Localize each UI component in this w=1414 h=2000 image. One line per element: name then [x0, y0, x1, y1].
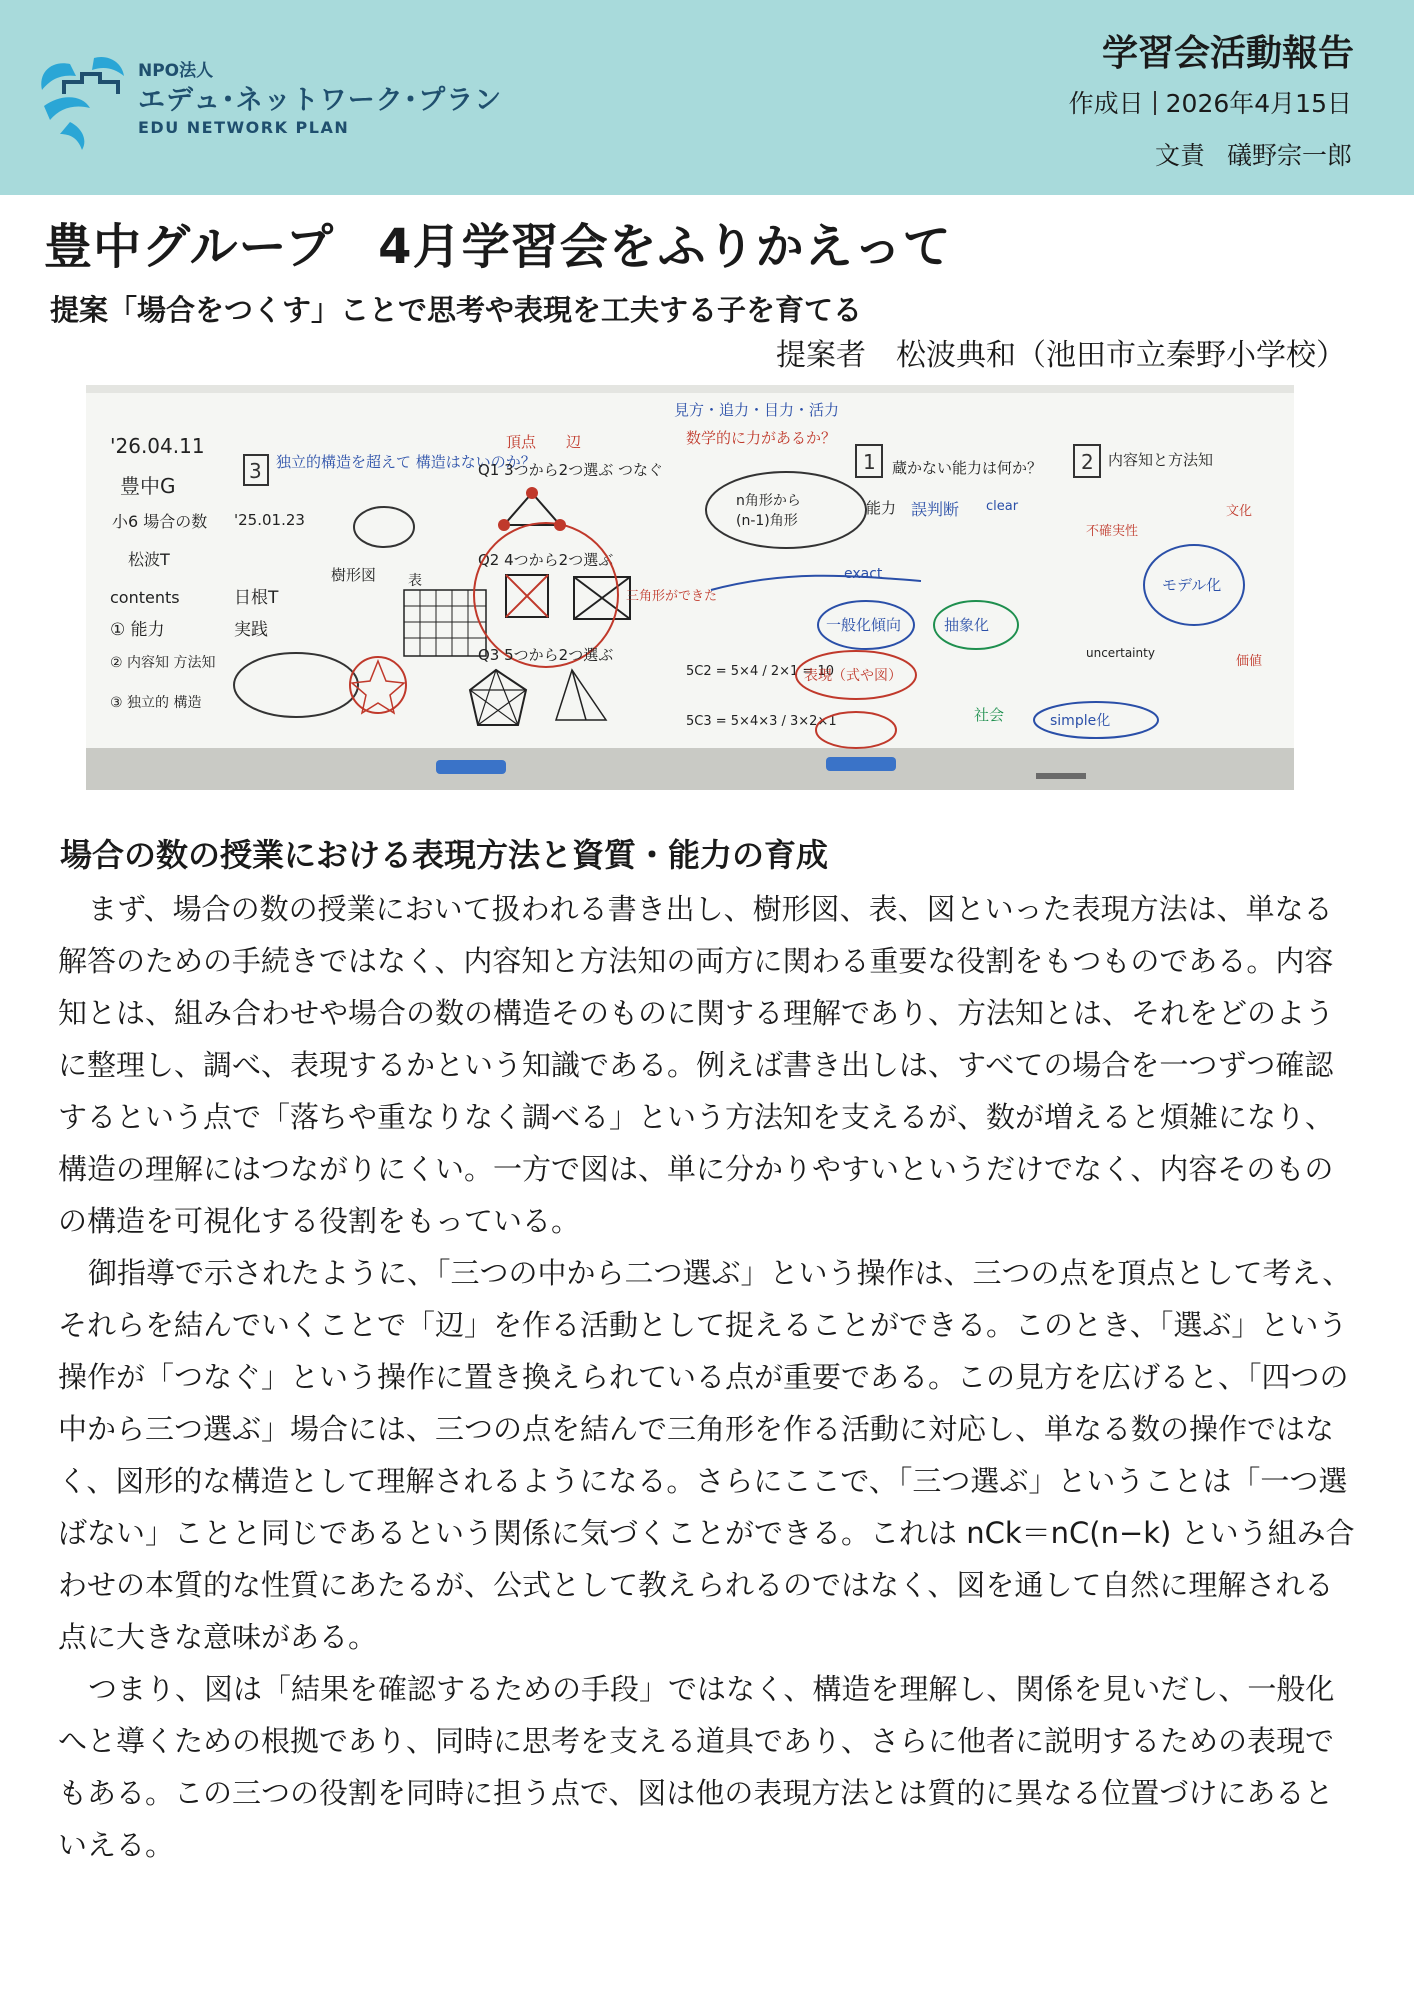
wb-formula-2: 5C3 = 5×4×3 / 3×2×1: [686, 714, 837, 729]
wb-node-misjudge: 誤判断: [911, 500, 960, 519]
author-label: 文責: [1154, 141, 1205, 170]
wb-practice: 実践: [234, 620, 268, 640]
wb-top-header: 見方・追力・目力・活力: [674, 401, 840, 419]
wb-q3: Q3 5つから2つ選ぶ: [478, 646, 614, 664]
title-text: 4月学習会をふりかえって: [378, 219, 952, 275]
wb-old-date: '25.01.23: [234, 511, 305, 529]
author-line: [1155, 136, 1352, 172]
wb-box2-heading: 内容知と方法知: [1108, 451, 1214, 469]
wb-node-society: 社会: [974, 706, 1005, 724]
wb-lesson-1: 豊中G: [120, 474, 176, 498]
body-paragraph: 御指導で示されたように、「三つの中から二つ選ぶ」という操作は、三つの点を頂点として考え、それらを結んでいくことで「辺」を作る活動として捉えることができる。このとき、「選ぶ」という操作が「つなぐ」という操作に置き換えられている点が重要である。この見方を広げると、「四つの中から三つ選ぶ」場合には、三つの点を結んで三角形を作る活動に対応し、単なる数の操作ではなく、図形的な構造として理解されるようになる。さらにここで、「三つ選ぶ」ということは「一つ選ばない」ことと同じであるという関係に気づくことができる。これは nCk＝nC(n−k) という組み合わせの本質的な性質にあたるが、公式として教えられるのではなく、図を通して自然に理解される点に大きな意味がある。: [58, 1256, 1355, 1654]
logo-mark-icon: [30, 50, 140, 150]
wb-node-simple: simple化: [1050, 713, 1111, 729]
wb-table-label: 表: [408, 573, 422, 589]
wb-node-expression: 表現（式や図）: [804, 668, 902, 684]
group-name: 豊中グループ: [44, 219, 335, 275]
wb-box1-heading: 蔵かない能力は何か？: [892, 459, 1043, 477]
wb-date: '26.04.11: [110, 434, 205, 458]
report-body: [58, 883, 1358, 1871]
body-paragraph: まず、場合の数の授業において扱われる書き出し、樹形図、表、図といった表現方法は、単なる解答のための手続きではなく、内容知と方法知の両方に関わる重要な役割をもつものである。内容知とは、組み合わせや場合の数の構造そのものに関する理解であり、方法知とは、それをどのように整理し、調べ、表現するかという知識である。例えば書き出しは、すべての場合を一つずつ確認するという点で「落ちや重なりなく調べる」という方法知を支えるが、数が増えると煩雑になり、構造の理解にはつながりにくい。一方で図は、単に分かりやすいというだけでなく、内容そのものの構造を可視化する役割をもっている。: [58, 892, 1335, 1238]
wb-exact: exact: [844, 566, 883, 582]
svg-text:(n-1)角形: (n-1)角形: [736, 513, 798, 529]
wb-box2-label: 2: [1081, 450, 1094, 474]
logo-name-en: EDU NETWORK PLAN: [138, 118, 350, 137]
wb-lesson-3: 松波T: [128, 550, 170, 569]
proposer-name: 松波典和（池田市立秦野小学校）: [896, 338, 1346, 373]
svg-text:不確実性: 不確実性: [1086, 524, 1139, 539]
wb-node-ability: 能力: [866, 499, 897, 517]
wb-q2: Q2 4つから2つ選ぶ: [478, 551, 614, 569]
proposal-subtitle: 提案「場合をつくす」ことで思考や表現を工夫する子を育てる: [50, 293, 863, 327]
wb-top-sub: 数学的に力があるか？: [686, 429, 837, 447]
wb-clear: clear: [986, 499, 1019, 514]
wb-node-general: 一般化傾向: [826, 616, 902, 634]
creation-date: [1069, 84, 1352, 120]
date-value: 2026年4月15日: [1165, 89, 1352, 118]
section-heading: 場合の数の授業における表現方法と資質・能力の育成: [60, 836, 829, 874]
svg-text:文化: 文化: [1226, 504, 1253, 519]
svg-text:価値: 価値: [1236, 654, 1263, 669]
wb-lesson-2: 小6 場合の数: [112, 512, 208, 531]
wb-formula-1: 5C2 = 5×4 / 2×1 = 10: [686, 664, 834, 679]
wb-box3-label: 3: [249, 459, 262, 483]
svg-text:n角形から: n角形から: [736, 493, 801, 509]
wb-item-1: ① 能力: [110, 620, 165, 640]
wb-item-2: ② 内容知 方法知: [110, 655, 216, 671]
report-title: 学習会活動報告: [1101, 33, 1354, 74]
wb-apex: 頂点: [506, 433, 537, 451]
wb-node-model: モデル化: [1162, 576, 1222, 594]
body-paragraph: つまり、図は「結果を確認するための手段」ではなく、構造を理解し、関係を見いだし、一般化へと導くための根拠であり、同時に思考を支える道具であり、さらに他者に説明するための表現でもある。この三つの役割を同時に担う点で、図は他の表現方法とは質的に異なる位置づけにあるといえる。: [58, 1672, 1335, 1862]
whiteboard-photo: [86, 385, 1294, 790]
proposer-line: [776, 330, 1346, 374]
header-band: [0, 0, 1414, 195]
logo-name-jp: エデュ･ネットワーク･プラン: [138, 85, 503, 116]
wb-edge: 辺: [566, 433, 582, 451]
whiteboard-drawing: [86, 385, 1294, 790]
wb-uncertainty: uncertainty: [1086, 646, 1155, 660]
date-label: 作成日: [1068, 89, 1144, 118]
proposer-label: 提案者: [776, 338, 866, 373]
wb-box3-heading: 独立的構造を超えて 構造はないのか？: [276, 453, 536, 471]
logo-npo-text: NPO法人: [138, 61, 214, 81]
page-title: [44, 208, 952, 277]
wb-box1-label: 1: [863, 450, 876, 474]
wb-contents: contents: [110, 588, 180, 607]
wb-node-abstract: 抽象化: [944, 616, 990, 634]
wb-q1: Q1 3つから2つ選ぶ つなぐ: [478, 461, 663, 479]
author-name: 礒野宗一郎: [1226, 141, 1352, 170]
org-logo: [30, 50, 503, 150]
wb-item-3: ③ 独立的 構造: [110, 695, 202, 711]
date-separator: [1154, 91, 1156, 115]
svg-text:三角形ができた: 三角形ができた: [626, 589, 718, 604]
wb-tree-label: 樹形図: [331, 566, 377, 584]
wb-teacher: 日根T: [234, 588, 279, 608]
